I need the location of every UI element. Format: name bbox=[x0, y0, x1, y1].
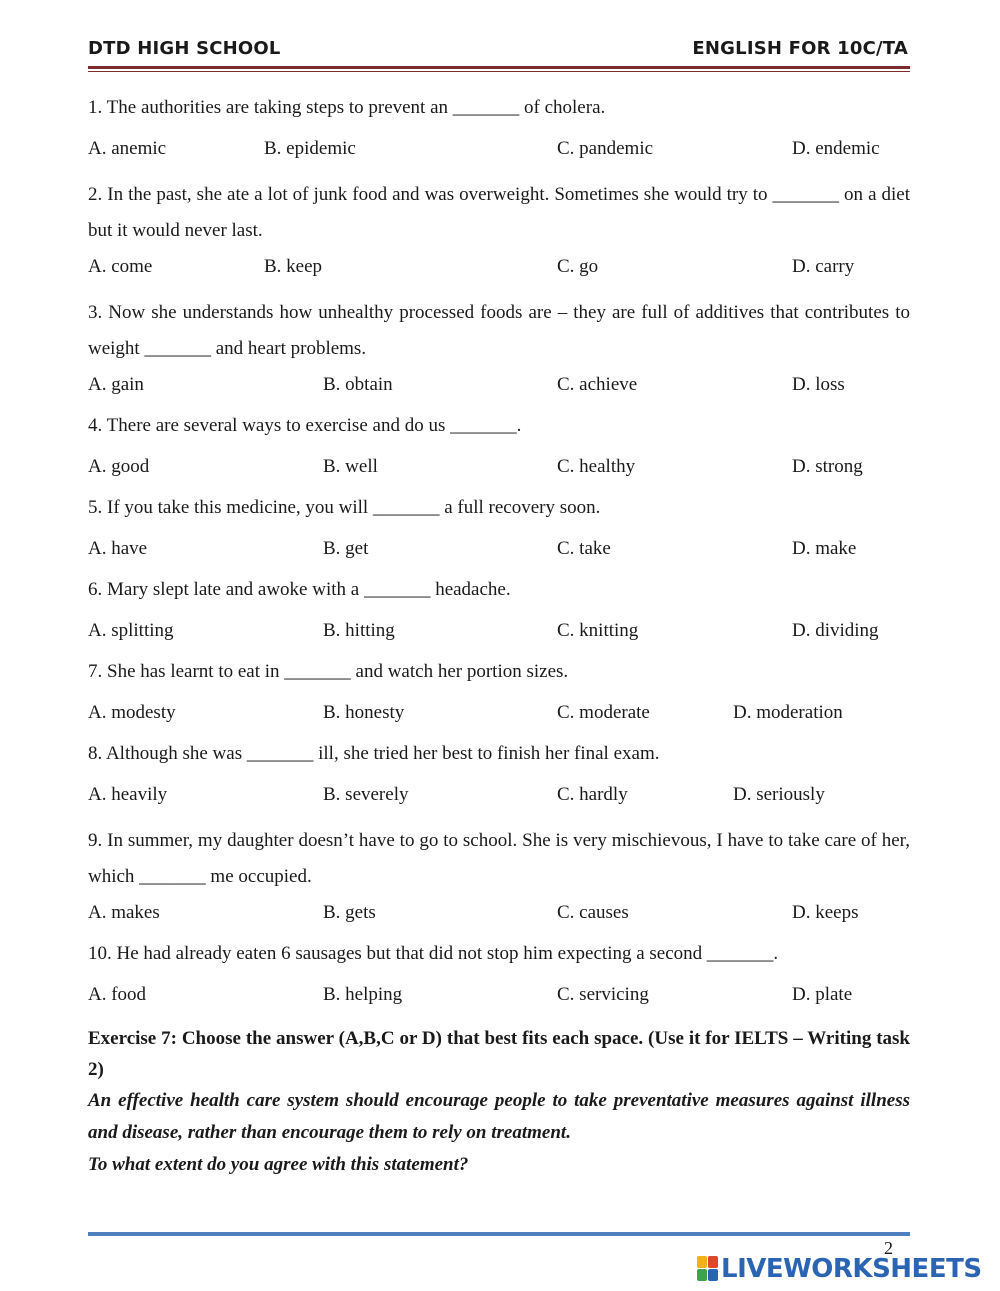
option-c[interactable]: C. achieve bbox=[557, 374, 638, 395]
option-b[interactable]: B. severely bbox=[323, 784, 409, 805]
option-a[interactable]: A. come bbox=[88, 256, 153, 277]
liveworksheets-icon bbox=[697, 1256, 719, 1282]
option-c[interactable]: C. healthy bbox=[557, 456, 636, 477]
option-b[interactable]: B. get bbox=[323, 538, 369, 559]
option-d[interactable]: D. moderation bbox=[733, 702, 843, 723]
option-d[interactable]: D. dividing bbox=[792, 620, 879, 641]
option-c[interactable]: C. pandemic bbox=[557, 138, 654, 159]
option-a[interactable]: A. have bbox=[88, 538, 148, 559]
option-d[interactable]: D. seriously bbox=[733, 784, 825, 805]
option-c[interactable]: C. knitting bbox=[557, 620, 639, 641]
options-row-10 bbox=[88, 982, 910, 1008]
option-d[interactable]: D. loss bbox=[792, 374, 845, 395]
option-b[interactable]: B. epidemic bbox=[264, 138, 356, 159]
options-row-8 bbox=[88, 782, 910, 808]
options-row-5 bbox=[88, 536, 910, 562]
option-c[interactable]: C. causes bbox=[557, 902, 629, 923]
option-a[interactable]: A. splitting bbox=[88, 620, 174, 641]
option-a[interactable]: A. heavily bbox=[88, 784, 168, 805]
exercise-7-title: Exercise 7: Choose the answer (A,B,C or D) that best fits each space. (Use it for IELTS – Writing task 2) bbox=[88, 1028, 910, 1080]
question-2: 2. In the past, she ate a lot of junk food and was overweight. Sometimes she would try to _______ on a diet but it would never last. bbox=[88, 184, 910, 241]
option-c[interactable]: C. take bbox=[557, 538, 611, 559]
option-c[interactable]: C. go bbox=[557, 256, 599, 277]
footer-divider bbox=[88, 1232, 910, 1236]
option-a[interactable]: A. makes bbox=[88, 902, 160, 923]
options-row-2 bbox=[88, 254, 910, 280]
option-d[interactable]: D. keeps bbox=[792, 902, 859, 923]
option-d[interactable]: D. plate bbox=[792, 984, 853, 1005]
options-row-9 bbox=[88, 900, 910, 926]
header-divider-thin bbox=[88, 71, 910, 72]
question-8: 8. Although she was _______ ill, she tried her best to finish her final exam. bbox=[88, 743, 660, 764]
writing-question: To what extent do you agree with this statement? bbox=[88, 1154, 469, 1175]
options-row-1 bbox=[88, 136, 910, 162]
option-b[interactable]: B. well bbox=[323, 456, 378, 477]
option-c[interactable]: C. moderate bbox=[557, 702, 650, 723]
options-row-6 bbox=[88, 618, 910, 644]
option-a[interactable]: A. gain bbox=[88, 374, 144, 395]
option-d[interactable]: D. carry bbox=[792, 256, 855, 277]
question-6: 6. Mary slept late and awoke with a _______ headache. bbox=[88, 579, 511, 600]
option-b[interactable]: B. honesty bbox=[323, 702, 405, 723]
option-d[interactable]: D. make bbox=[792, 538, 857, 559]
option-d[interactable]: D. endemic bbox=[792, 138, 880, 159]
option-b[interactable]: B. helping bbox=[323, 984, 403, 1005]
option-b[interactable]: B. keep bbox=[264, 256, 323, 277]
option-a[interactable]: A. food bbox=[88, 984, 147, 1005]
option-c[interactable]: C. servicing bbox=[557, 984, 649, 1005]
question-9: 9. In summer, my daughter doesn’t have to go to school. She is very mischievous, I have to take care of her, which _______ me occupied. bbox=[88, 830, 910, 887]
option-c[interactable]: C. hardly bbox=[557, 784, 628, 805]
writing-prompt: An effective health care system should encourage people to take preventative measures against illness and disease, rather than encourage them to rely on treatment. bbox=[88, 1090, 910, 1143]
option-b[interactable]: B. gets bbox=[323, 902, 376, 923]
course-title: ENGLISH FOR 10C/TA bbox=[692, 38, 908, 59]
option-a[interactable]: A. anemic bbox=[88, 138, 167, 159]
page-number: 2 bbox=[884, 1238, 893, 1258]
question-5: 5. If you take this medicine, you will _______ a full recovery soon. bbox=[88, 497, 601, 518]
options-row-3 bbox=[88, 372, 910, 398]
brand-name: LIVEWORKSHEETS bbox=[721, 1254, 982, 1284]
option-b[interactable]: B. obtain bbox=[323, 374, 393, 395]
option-d[interactable]: D. strong bbox=[792, 456, 863, 477]
question-7: 7. She has learnt to eat in _______ and watch her portion sizes. bbox=[88, 661, 569, 682]
options-row-4 bbox=[88, 454, 910, 480]
question-1: 1. The authorities are taking steps to prevent an _______ of cholera. bbox=[88, 97, 606, 118]
question-3: 3. Now she understands how unhealthy processed foods are – they are full of additives that contributes to weight _______ and heart problems. bbox=[88, 302, 910, 359]
options-row-7 bbox=[88, 700, 910, 726]
question-4: 4. There are several ways to exercise and do us _______. bbox=[88, 415, 522, 436]
header-divider bbox=[88, 66, 910, 69]
liveworksheets-logo bbox=[697, 1254, 982, 1284]
school-name: DTD HIGH SCHOOL bbox=[88, 38, 281, 59]
worksheet-content bbox=[88, 95, 910, 1181]
option-a[interactable]: A. modesty bbox=[88, 702, 176, 723]
question-10: 10. He had already eaten 6 sausages but that did not stop him expecting a second _______. bbox=[88, 943, 779, 964]
option-a[interactable]: A. good bbox=[88, 456, 150, 477]
option-b[interactable]: B. hitting bbox=[323, 620, 395, 641]
